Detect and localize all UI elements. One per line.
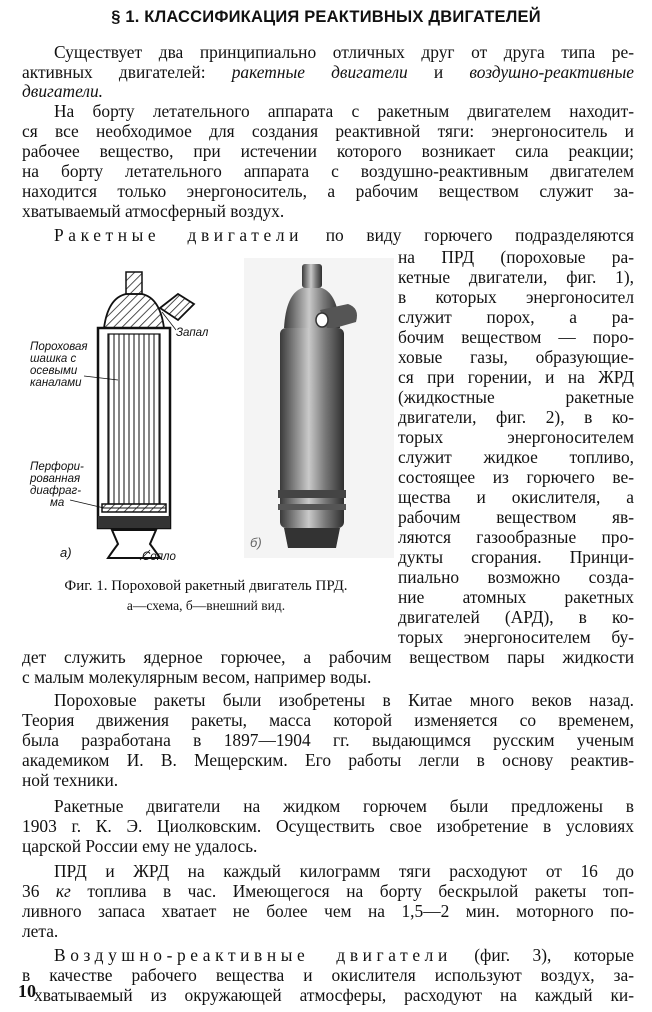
p3-full-line-2: с малым молекулярным весом, например воды.: [22, 667, 372, 687]
diaphragm-label-line: Перфори-: [30, 461, 84, 473]
nozzle-label: Сопло: [142, 551, 176, 563]
p4-line-1: Пороховые ракеты были изобретены в Китае много веков назад.: [54, 690, 634, 710]
p1-line-2: активных двигателей: ракетные двигатели и воздушно-реактивные: [22, 62, 634, 82]
p1-line-1: Существует два принципиально отличных друг от друга типа ре-: [54, 42, 634, 62]
p6-line-4: лета.: [22, 921, 59, 941]
subfigure-b-label: б): [250, 535, 262, 550]
p3-right-line: (жидкостные ракетные: [398, 387, 634, 407]
p3-right-line: торых энергоносителем: [398, 427, 634, 447]
p5-line-3: царской России ему не удалось.: [22, 836, 258, 856]
p2-line-5: находится только энергоноситель, а рабочим веществом служит за-: [22, 181, 634, 201]
p4-line-2: Теория движения ракеты, масса которой изменяется со временем,: [22, 710, 634, 730]
p2-line-2: ся все необходимое для создания реактивной тяги: энергоноситель и: [22, 121, 634, 141]
section-heading: § 1. КЛАССИФИКАЦИЯ РЕАКТИВНЫХ ДВИГАТЕЛЕЙ: [111, 8, 541, 26]
p3-line-1: Ракетные двигатели по виду горючего подразделяются: [54, 225, 635, 245]
photo-figure-b: [244, 258, 394, 558]
p4-line-4: академиком И. В. Мещерским. Его работы легли в основу реактив-: [22, 750, 634, 770]
p6-line-2: 36 кг топлива в час. Имеющегося на борту бескрылой ракеты топ-: [22, 881, 634, 901]
p3-right-line: двигателей (АРД), в ко-: [398, 607, 634, 627]
p3-right-line: пиально возможно созда-: [398, 567, 634, 587]
p7-line-3: хватываемый из окружающей атмосферы, расходуют на каждый ки-: [34, 985, 634, 1005]
p3-right-line: состоящее из горючего ве-: [398, 467, 634, 487]
diaphragm-label-line: диафраг-: [30, 485, 82, 497]
p3-right-line: бочим веществом — поро-: [398, 327, 634, 347]
p3-right-line: служит порох, а ра-: [398, 307, 634, 327]
p3-right-line: ся при горении, и на ЖРД: [398, 367, 634, 387]
figure-caption: Фиг. 1. Пороховой ракетный двигатель ПРД.: [64, 578, 348, 594]
p3-right-line: в которых энергоносител: [398, 287, 634, 307]
p3-right-line: двигатели, фиг. 2), в ко-: [398, 407, 634, 427]
p5-line-1: Ракетные двигатели на жидком горючем были предложены в: [54, 796, 634, 816]
p5-line-2: 1903 г. К. Э. Циолковским. Осуществить свое изобретение в условиях: [22, 816, 634, 836]
p2-line-4: на борту летательного аппарата с воздушно-реактивным двигателем: [22, 161, 634, 181]
p3-right-line: ние атомных ракетных: [398, 587, 634, 607]
p3-right-line: на ПРД (пороховые ра-: [398, 247, 634, 267]
p4-line-3: была разработана в 1897—1904 гг. выдающимся русским ученым: [22, 730, 634, 750]
p3-right-line: щества и окислителя, а: [398, 487, 634, 507]
figure-caption-sub: а—схема, б—внешний вид.: [126, 598, 286, 613]
charge-label-line: каналами: [30, 377, 82, 389]
p3-right-line: торых энергоносителем бу-: [398, 627, 634, 647]
charge-label-line: Пороховая: [30, 341, 88, 353]
p3-right-line: служит жидкое топливо,: [398, 447, 634, 467]
p2-line-3: рабочее вещество, при истечении которого возникает сила реакции;: [22, 141, 634, 161]
subfigure-a-label: а): [60, 545, 72, 560]
p2-line-6: хватываемый атмосферный воздух.: [22, 201, 285, 221]
igniter-label: Запал: [176, 327, 209, 339]
p4-line-5: ной техники.: [22, 770, 119, 790]
p3-full-line-1: дет служить ядерное горючее, а рабочим веществом пары жидкости: [22, 647, 634, 667]
charge-label-line: осевыми: [30, 365, 78, 377]
schematic-figure-a: [28, 268, 228, 576]
p7-line-2: в качестве рабочего вещества и окислителя используют воздух, за-: [22, 965, 634, 985]
p3-right-line: ляются газообразные про-: [398, 527, 634, 547]
p6-line-3: ливного запаса хватает не более чем на 1,5—2 мин. моторного по-: [22, 901, 634, 921]
p2-line-1: На борту летательного аппарата с ракетным двигателем находит-: [54, 101, 634, 121]
diaphragm-label-line: рованная: [30, 473, 81, 485]
diaphragm-label-line: ма: [50, 497, 65, 509]
p6-line-1: ПРД и ЖРД на каждый килограмм тяги расходуют от 16 до: [54, 861, 634, 881]
p3-right-line: дукты сгорания. Принци-: [398, 547, 634, 567]
page-number: 10: [18, 981, 36, 1001]
p3-right-line: рабочим веществом яв-: [398, 507, 634, 527]
p3-right-line: ховые газы, образующие-: [398, 347, 634, 367]
p7-line-1: Воздушно-реактивные двигатели (фиг. 3), которые: [54, 945, 634, 965]
p3-right-line: кетные двигатели, фиг. 1),: [398, 267, 634, 287]
charge-label-line: шашка с: [30, 353, 77, 365]
p1-line-3: двигатели.: [22, 81, 103, 101]
